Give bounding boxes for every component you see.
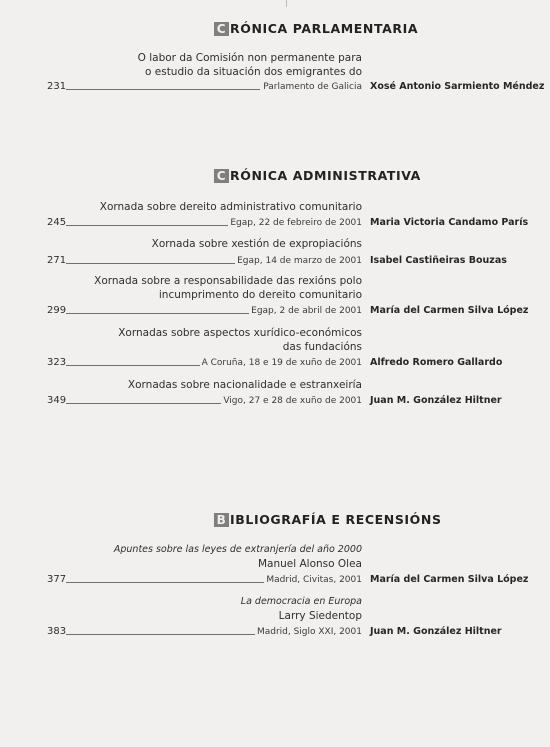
entry-detail-row [0,623,550,637]
entry-detail-row [0,214,550,228]
entry-title-line: Xornada sobre xestión de expropiacións [151,238,362,250]
entry-detail-row [0,252,550,266]
leader-line [66,313,260,314]
entry-detail-row [0,571,550,585]
entry-title-line: Xornada sobre dereito administrativo comunitario [99,201,362,213]
page-number: 231 [47,81,67,92]
entry-detail-row [0,354,550,368]
book-title: La democracia en Europa [240,596,362,607]
entry-title-line: incumprimento do dereito comunitario [158,289,362,301]
entry-place-date: Parlamento de Galicia [263,82,362,92]
section-title-cronica-parlamentaria [214,21,418,36]
entry-title-line: Xornada sobre a responsabilidade das rexións polo [94,275,362,287]
leader-line [66,89,260,90]
book-title: Apuntes sobre las leyes de extranjería del año 2000 [113,544,362,555]
page-number: 271 [47,255,67,266]
entry-place-date: A Coruña, 18 e 19 de xuño de 2001 [201,358,362,368]
page-number: 245 [47,217,67,228]
page-number: 377 [47,574,67,585]
entry-title-line: O labor da Comisión non permanente para [137,52,362,64]
section-initial: C [214,22,229,36]
entry-place-date: Egap, 22 de febreiro de 2001 [230,218,362,228]
entry-title-line: o estudio da situación dos emigrantes do [145,66,362,78]
leader-line [66,634,266,635]
page-number: 349 [47,395,67,406]
entry-title-line: das fundacións [282,341,362,353]
entry-author: Alfredo Romero Gallardo [370,357,503,368]
section-title-text: RÓNICA ADMINISTRATIVA [230,168,421,183]
entry-detail-row [0,302,550,316]
page-number: 323 [47,357,67,368]
section-title-text: IBLIOGRAFÍA E RECENSIÓNS [230,512,442,527]
entry-detail-row [0,78,550,92]
leader-line [66,225,246,226]
section-initial: C [214,169,229,183]
book-author: Larry Siedentop [278,610,362,622]
leader-line [66,263,254,264]
page-number: 299 [47,305,67,316]
section-title-text: RÓNICA PARLAMENTARIA [230,21,419,36]
section-title-cronica-administrativa [214,168,421,183]
entry-place-date: Egap, 14 de marzo de 2001 [237,256,362,266]
entry-place-date: Madrid, Siglo XXI, 2001 [256,627,362,637]
entry-author: Isabel Castiñeiras Bouzas [370,255,507,266]
book-author: Manuel Alonso Olea [257,558,362,570]
entry-author: Xosé Antonio Sarmiento Méndez [370,81,545,92]
entry-author: Maria Victoria Candamo París [370,217,529,228]
entry-place-date: Vigo, 27 e 28 de xuño de 2001 [223,396,362,406]
entry-author: María del Carmen Silva López [370,305,529,316]
spine-mark [286,0,287,7]
page-number: 383 [47,626,67,637]
entry-place-date: Madrid, Civitas, 2001 [266,575,362,585]
entry-author: Juan M. González Hiltner [370,395,502,406]
section-initial: B [214,513,229,527]
entry-title-line: Xornadas sobre nacionalidade e estranxeiría [127,379,362,391]
entry-detail-row [0,392,550,406]
entry-title-line: Xornadas sobre aspectos xurídico-económicos [118,327,362,339]
leader-line [66,403,246,404]
entry-place-date: Egap, 2 de abril de 2001 [251,306,362,316]
entry-author: María del Carmen Silva López [370,574,529,585]
leader-line [66,582,276,583]
entry-author: Juan M. González Hiltner [370,626,502,637]
section-title-bibliografia [214,512,442,527]
